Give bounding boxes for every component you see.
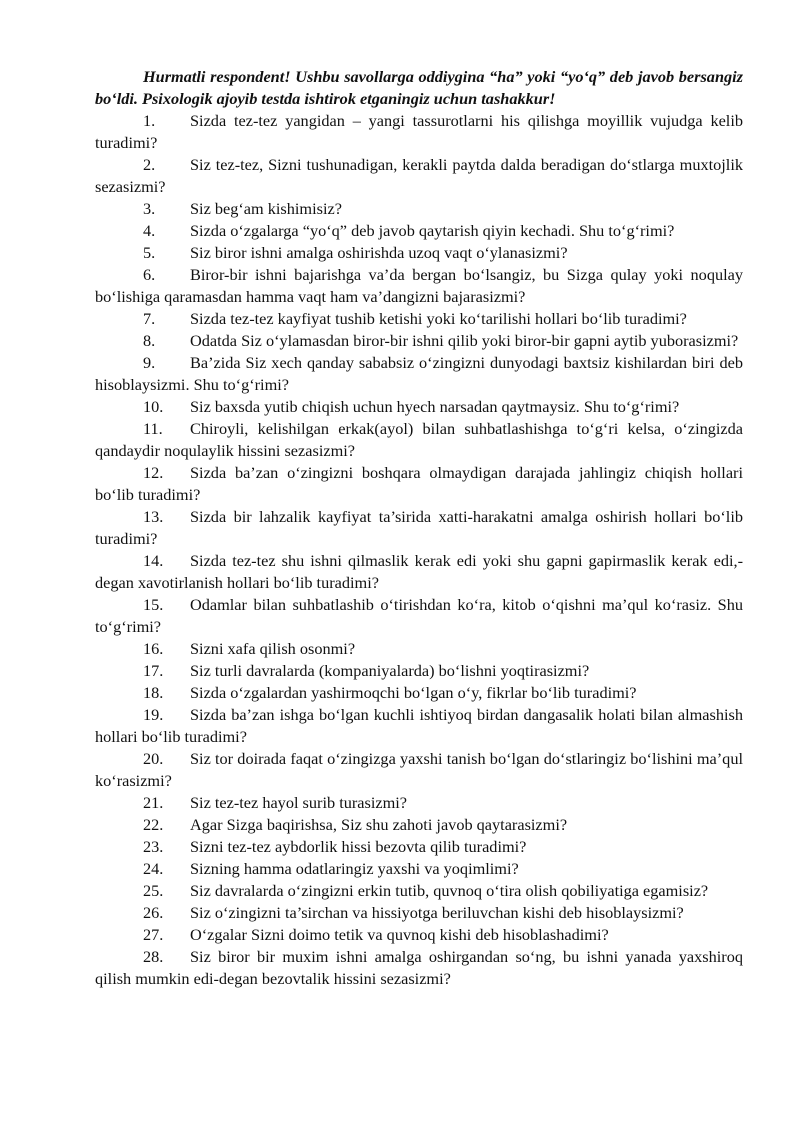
question-text: Siz turli davralarda (kompaniyalarda) bo‘lishni yoqtirasizmi?	[190, 661, 590, 680]
question-text: Biror-bir ishni bajarishga va’da bergan bo‘lsangiz, bu Sizga qulay yoki noqulay bo‘lishiga qaramasdan hamma vaqt ham va’dangizni bajarasizmi?	[95, 265, 743, 306]
question-text: Sizda tez-tez yangidan – yangi tassurotlarni his qilishga moyillik vujudga kelib turadimi?	[95, 111, 743, 152]
question-item	[95, 748, 743, 792]
question-text: Sizda ba’zan ishga bo‘lgan kuchli ishtiyoq birdan dangasalik holati bilan almashish hollari bo‘lib turadimi?	[95, 705, 743, 746]
question-list	[95, 110, 743, 990]
question-number: 13.	[143, 507, 164, 526]
question-text: Sizda tez-tez shu ishni qilmaslik kerak edi yoki shu gapni gapirmaslik kerak edi,-degan xavotirlanish hollari bo‘lib turadimi?	[95, 551, 743, 592]
question-number: 26.	[143, 903, 164, 922]
question-number: 24.	[143, 859, 164, 878]
question-text: Siz baxsda yutib chiqish uchun hyech narsadan qaytmaysiz. Shu to‘g‘rimi?	[190, 397, 680, 416]
question-number: 18.	[143, 683, 164, 702]
question-item	[95, 308, 743, 330]
question-item	[95, 506, 743, 550]
question-item	[95, 880, 743, 902]
question-item	[95, 792, 743, 814]
question-number: 16.	[143, 639, 164, 658]
question-item	[95, 638, 743, 660]
question-text: Sizda tez-tez kayfiyat tushib ketishi yoki ko‘tarilishi hollari bo‘lib turadimi?	[190, 309, 687, 328]
question-text: Siz beg‘am kishimisiz?	[190, 199, 342, 218]
question-number: 22.	[143, 815, 164, 834]
question-number: 19.	[143, 705, 164, 724]
question-number: 8.	[143, 331, 156, 350]
question-number: 17.	[143, 661, 164, 680]
question-text: Sizni tez-tez aybdorlik hissi bezovta qilib turadimi?	[190, 837, 527, 856]
question-number: 10.	[143, 397, 164, 416]
question-item	[95, 242, 743, 264]
question-number: 5.	[143, 243, 156, 262]
question-item	[95, 198, 743, 220]
question-text: Siz o‘zingizni ta’sirchan va hissiyotga beriluvchan kishi deb hisoblaysizmi?	[190, 903, 684, 922]
question-item	[95, 682, 743, 704]
question-item	[95, 418, 743, 462]
question-number: 1.	[143, 111, 156, 130]
question-number: 27.	[143, 925, 164, 944]
question-item	[95, 858, 743, 880]
question-item	[95, 704, 743, 748]
question-text: Odamlar bilan suhbatlashib o‘tirishdan ko‘ra, kitob o‘qishni ma’qul ko‘rasiz. Shu to‘g‘rimi?	[95, 595, 743, 636]
question-text: Siz biror ishni amalga oshirishda uzoq vaqt o‘ylanasizmi?	[190, 243, 568, 262]
question-item	[95, 660, 743, 682]
question-number: 2.	[143, 155, 156, 174]
question-number: 15.	[143, 595, 164, 614]
question-number: 25.	[143, 881, 164, 900]
question-item	[95, 550, 743, 594]
question-number: 9.	[143, 353, 156, 372]
question-number: 28.	[143, 947, 164, 966]
question-text: Sizning hamma odatlaringiz yaxshi va yoqimlimi?	[190, 859, 519, 878]
question-number: 21.	[143, 793, 164, 812]
document-page	[95, 66, 743, 990]
question-text: Odatda Siz o‘ylamasdan biror-bir ishni qilib yoki biror-bir gapni aytib yuborasizmi?	[190, 331, 739, 350]
question-item	[95, 462, 743, 506]
question-number: 20.	[143, 749, 164, 768]
question-text: Agar Sizga baqirishsa, Siz shu zahoti javob qaytarasizmi?	[190, 815, 568, 834]
question-number: 4.	[143, 221, 156, 240]
question-number: 14.	[143, 551, 164, 570]
question-text: Sizda ba’zan o‘zingizni boshqara olmaydigan darajada jahlingiz chiqish hollari bo‘lib turadimi?	[95, 463, 743, 504]
question-item	[95, 924, 743, 946]
question-number: 7.	[143, 309, 156, 328]
question-text: Sizni xafa qilish osonmi?	[190, 639, 356, 658]
question-number: 6.	[143, 265, 156, 284]
question-text: O‘zgalar Sizni doimo tetik va quvnoq kishi deb hisoblashadimi?	[190, 925, 609, 944]
question-number: 12.	[143, 463, 164, 482]
question-item	[95, 352, 743, 396]
question-item	[95, 396, 743, 418]
question-item	[95, 594, 743, 638]
question-text: Sizda o‘zgalardan yashirmoqchi bo‘lgan o‘y, fikrlar bo‘lib turadimi?	[190, 683, 637, 702]
question-item	[95, 902, 743, 924]
question-item	[95, 946, 743, 990]
question-item	[95, 110, 743, 154]
question-text: Siz tez-tez hayol surib turasizmi?	[190, 793, 408, 812]
question-number: 23.	[143, 837, 164, 856]
question-text: Siz biror bir muxim ishni amalga oshirgandan so‘ng, bu ishni yanada yaxshiroq qilish mumkin edi-degan bezovtalik hissini sezasizmi?	[95, 947, 743, 988]
question-text: Sizda o‘zgalarga “yo‘q” deb javob qaytarish qiyin kechadi. Shu to‘g‘rimi?	[190, 221, 675, 240]
question-text: Siz tor doirada faqat o‘zingizga yaxshi tanish bo‘lgan do‘stlaringiz bo‘lishini ma’qul ko‘rasizmi?	[95, 749, 743, 790]
question-item	[95, 220, 743, 242]
question-text: Sizda bir lahzalik kayfiyat ta’sirida xatti-harakatni amalga oshirish hollari bo‘lib turadimi?	[95, 507, 743, 548]
question-text: Ba’zida Siz xech qanday sababsiz o‘zingizni dunyodagi baxtsiz kishilardan biri deb hisoblaysizmi. Shu to‘g‘rimi?	[95, 353, 743, 394]
question-text: Siz davralarda o‘zingizni erkin tutib, quvnoq o‘tira olish qobiliyatiga egamisiz?	[190, 881, 709, 900]
question-item	[95, 154, 743, 198]
question-item	[95, 264, 743, 308]
question-number: 11.	[143, 419, 163, 438]
question-text: Siz tez-tez, Sizni tushunadigan, kerakli paytda dalda beradigan do‘stlarga muxtojlik sezasizmi?	[95, 155, 743, 196]
question-item	[95, 330, 743, 352]
question-item	[95, 814, 743, 836]
intro-paragraph: Hurmatli respondent! Ushbu savollarga oddiygina “ha” yoki “yo‘q” deb javob bersangiz bo‘ldi. Psixologik ajoyib testda ishtirok etganingiz uchun tashakkur!	[95, 67, 743, 108]
question-text: Chiroyli, kelishilgan erkak(ayol) bilan suhbatlashishga to‘g‘ri kelsa, o‘zingizda qandaydir noqulaylik hissini sezasizmi?	[95, 419, 743, 460]
question-item	[95, 836, 743, 858]
question-number: 3.	[143, 199, 156, 218]
